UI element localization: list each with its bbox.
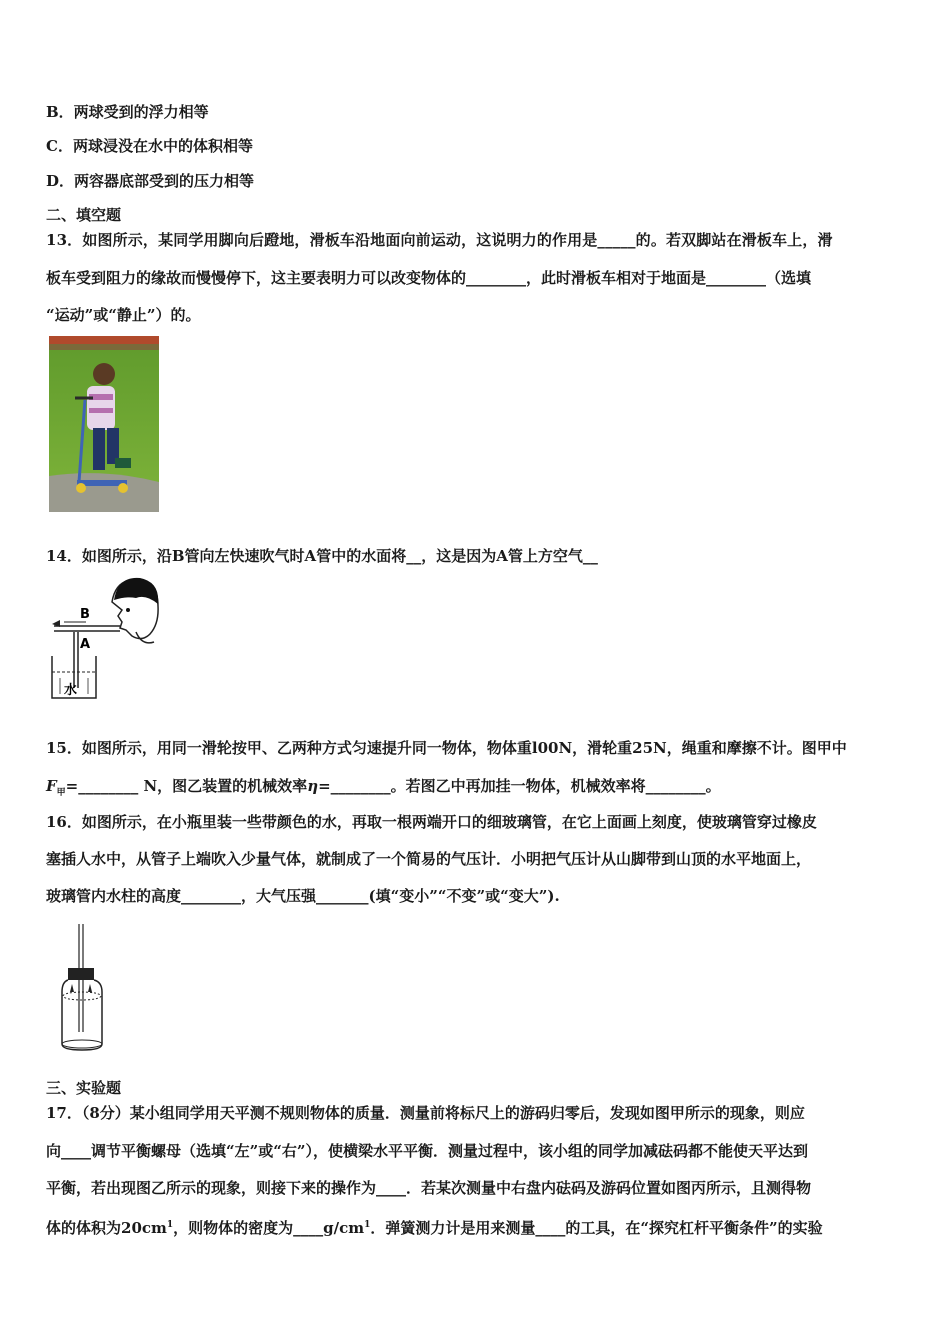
q15-line-2: [46, 776, 721, 803]
q16-line-1: 16．如图所示，在小瓶里装一些带颜色的水，再取一根两端开口的细玻璃管，在它上面画上刻度，使玻璃管穿过橡皮: [46, 813, 817, 831]
q16-line-2: 塞插人水中，从管子上端吹入少量气体，就制成了一个简易的气压计．小明把气压计从山脚带到山顶的水平地面上，: [46, 850, 812, 868]
force-symbol: F: [46, 777, 57, 795]
efficiency-symbol: η: [307, 777, 319, 795]
q16-line-3: 玻璃管内水柱的高度________，大气压强_______(填“变小”“不变”或“变大”).: [46, 887, 560, 905]
barometer-bottle-figure: [58, 922, 106, 1054]
option-c: C．两球浸没在水中的体积相等: [46, 137, 253, 155]
q17-line-3: 平衡，若出现图乙所示的现象，则接下来的操作为____．若某次测量中右盘内砝码及游码位置如图丙所示，且测得物: [46, 1179, 812, 1197]
water-label: 水: [64, 683, 78, 698]
option-d: D．两容器底部受到的压力相等: [46, 172, 255, 190]
q17-line-2: 向____调节平衡螺母（选填“左”或“右”），使横梁水平平衡．测量过程中，该小组的同学加减砝码都不能使天平达到: [46, 1142, 809, 1160]
q15-line-1: 15．如图所示，用同一滑轮按甲、乙两种方式匀速提升同一物体，物体重l00N，滑轮重25N，绳重和摩擦不计。图甲中: [46, 739, 847, 757]
q15-line-2-text: =________ N，图乙装置的机械效率: [65, 777, 308, 795]
q13-line-3: “运动”或“静止”）的。: [46, 306, 201, 324]
q15-line-2-end: =________。若图乙中再加挂一物体，机械效率将________。: [318, 777, 721, 795]
section-heading-fill: 二、填空题: [46, 206, 122, 224]
force-subscript: 甲: [56, 788, 66, 798]
q13-line-2: 板车受到阻力的缘故而慢慢停下，这主要表明力可以改变物体的________，此时滑板车相对于地面是________（选填: [46, 269, 812, 287]
q17-line-4-part-3: ．弹簧测力计是用来测量____的工具，在“探究杠杆平衡条件”的实验: [370, 1219, 823, 1237]
blow-tube-figure: [46, 576, 162, 704]
scooter-photo: [49, 336, 159, 512]
q17-line-4-part-2: ，则物体的密度为____g/cm: [173, 1219, 365, 1237]
tube-b-label: B: [80, 607, 90, 622]
volume-unit-superscript: 1: [166, 1220, 174, 1230]
tube-a-label: A: [80, 637, 91, 652]
section-heading-experiment: 三、实验题: [46, 1079, 122, 1097]
q17-line-4: [46, 1215, 823, 1238]
q17-line-4-part-1: 体的体积为20cm: [46, 1219, 167, 1237]
option-b: B．两球受到的浮力相等: [46, 103, 209, 121]
q13-line-1: 13．如图所示，某同学用脚向后蹬地，滑板车沿地面向前运动，这说明力的作用是_____的。若双脚站在滑板车上，滑: [46, 231, 833, 249]
q17-line-1: 17．（8分）某小组同学用天平测不规则物体的质量．测量前将标尺上的游码归零后，发现如图甲所示的现象，则应: [46, 1104, 805, 1122]
q14-line-1: 14．如图所示，沿B管向左快速吹气时A管中的水面将__，这是因为A管上方空气__: [46, 547, 598, 565]
density-unit-superscript: 1: [364, 1220, 371, 1230]
